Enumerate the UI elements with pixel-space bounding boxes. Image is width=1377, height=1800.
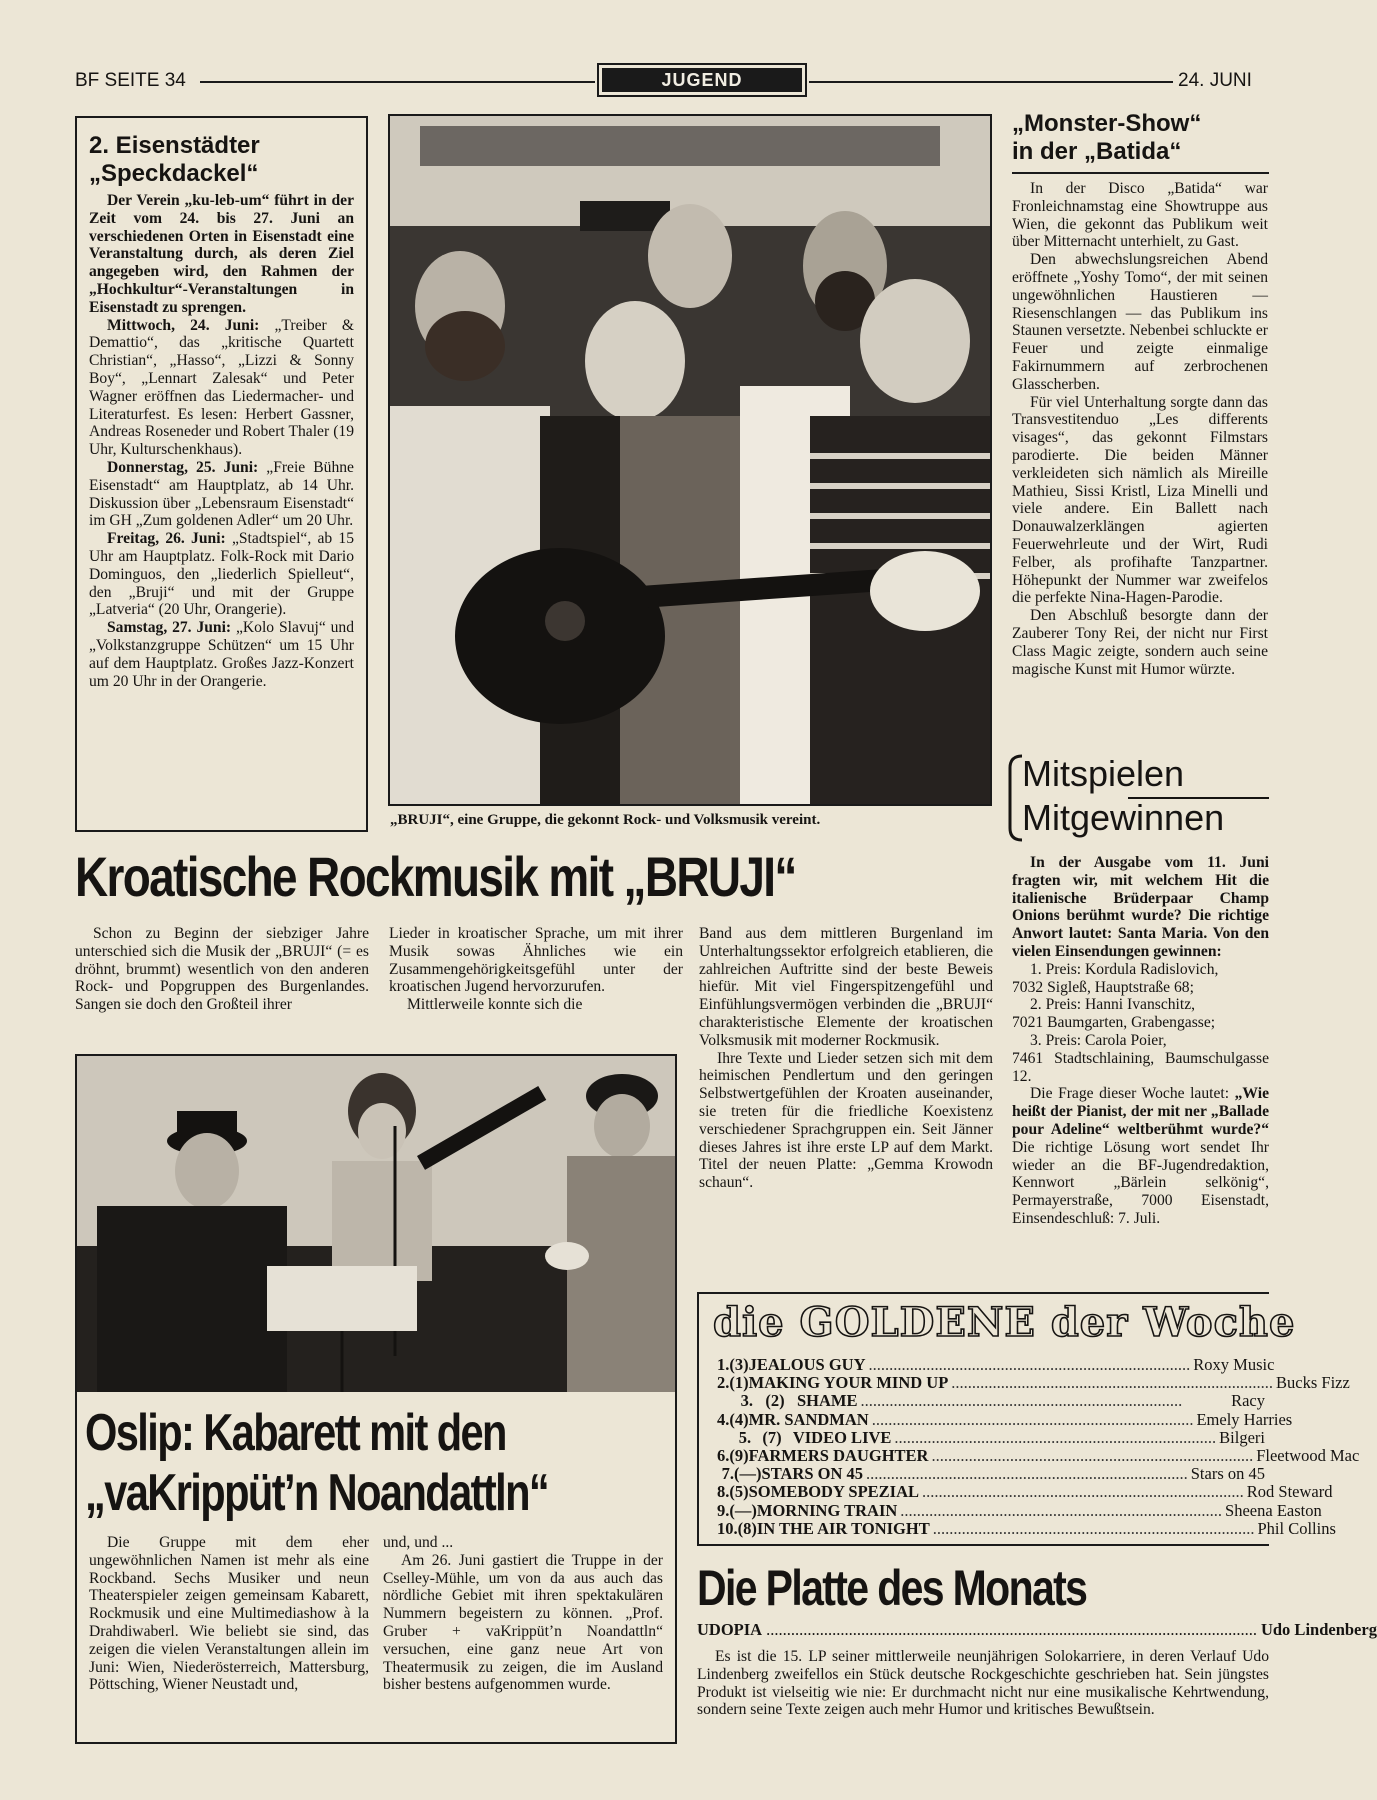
bruji-column-3 bbox=[699, 925, 993, 1192]
platte-leader-dots: ....................................................................................................................... bbox=[766, 1620, 1257, 1639]
chart-artist: Roxy Music bbox=[1193, 1355, 1275, 1374]
chart-leader-dots: .............................................................................. bbox=[868, 1355, 1191, 1374]
chart-leader-dots: .............................................................................. bbox=[860, 1391, 1183, 1411]
chart-title: MORNING TRAIN bbox=[756, 1500, 898, 1520]
monster-title-rule bbox=[1012, 172, 1269, 174]
day-label: Samstag, 27. Juni: bbox=[107, 619, 232, 637]
speckdackel-day2 bbox=[89, 459, 354, 530]
bruji-photo-illustration bbox=[390, 116, 990, 804]
oslip-article-box bbox=[75, 1054, 677, 1744]
prize-name: Carola Poier, bbox=[1085, 1031, 1167, 1049]
chart-leader-dots: .............................................................................. bbox=[894, 1427, 1217, 1447]
header-rule-right bbox=[809, 81, 1173, 83]
oslip-headline-line2: „vaKrippüt’n Noandattln“ bbox=[85, 1464, 549, 1522]
chart-rank: 7. bbox=[721, 1464, 735, 1484]
chart-title: FARMERS DAUGHTER bbox=[748, 1446, 929, 1466]
chart-artist: Stars on 45 bbox=[1190, 1464, 1265, 1484]
monster-paragraph: Den abwechslungsreichen Abend eröffnete „Yoshy Tomo“, der mit seinen ungewöhnlichen Haustieren — Riesenschlangen — das Publikum ins Staunen versetzte. Nebenbei schluckte er Feuer und zeigte einmalige Fakirnummern auf zerbrochenen Glasscherben. bbox=[1012, 251, 1268, 393]
chart-previous-rank: (—) bbox=[734, 1464, 762, 1484]
monster-show-title bbox=[1012, 110, 1269, 166]
chart-leader-dots: .............................................................................. bbox=[922, 1482, 1244, 1502]
monster-title-line1: „Monster-Show“ bbox=[1012, 110, 1202, 137]
day-label: Donnerstag, 25. Juni: bbox=[107, 458, 259, 476]
mitspielen-lead: In der Ausgabe vom 11. Juni fragten wir, mit welchem Hit die italienische Brüderpaar Champ Onions berühmt wurde? Die richtige Anwort lautet: Santa Maria. Von den vielen Einsendungen gewinnen: bbox=[1012, 854, 1269, 960]
chart-leader-dots: .............................................................................. bbox=[866, 1464, 1188, 1484]
mitspielen-question bbox=[1012, 1085, 1269, 1227]
chart-previous-rank: (8) bbox=[737, 1518, 757, 1538]
chart-rank: 8. bbox=[717, 1482, 730, 1502]
day-label: Freitag, 26. Juni: bbox=[107, 530, 226, 548]
chart-entry bbox=[717, 1465, 1265, 1483]
chart-leader-dots: .............................................................................. bbox=[932, 1518, 1255, 1538]
day-text: „Kolo Slavuj“ und „Volkstanzgruppe Schützen“ um 15 Uhr auf dem Hauptplatz. Großes Jazz-Konzert um 20 Uhr in der Orangerie. bbox=[89, 619, 355, 690]
bruji-paragraph: Band aus dem mittleren Burgenland im Unterhaltungssektor erfolgreich etablieren, die zahlreichen Auftritte sind der beste Beweis hiefür. Mit viel Fingerspitzengefühl und Einfühlungsvermögen verbinden die „BRUJI“ charakteristische Elemente der kroatischen Volksmusik mit moderner Rockmusik. bbox=[699, 925, 993, 1049]
chart-title: SHAME bbox=[797, 1391, 858, 1411]
chart-entry bbox=[717, 1409, 1293, 1429]
prize-label: 2. Preis: bbox=[1030, 996, 1082, 1014]
chart-previous-rank: (1) bbox=[729, 1373, 749, 1393]
goldene-chart-list bbox=[717, 1355, 1360, 1538]
section-banner bbox=[597, 63, 807, 97]
header-rule-left bbox=[200, 81, 595, 83]
speckdackel-article bbox=[75, 116, 368, 832]
chart-artist: Racy bbox=[1231, 1391, 1265, 1411]
chart-artist: Bucks Fizz bbox=[1276, 1373, 1350, 1393]
goldene-chart-box bbox=[697, 1292, 1360, 1546]
question-intro: Die Frage dieser Woche lautet: bbox=[1030, 1085, 1230, 1103]
page-label: BF SEITE 34 bbox=[75, 70, 186, 91]
speckdackel-day4 bbox=[89, 619, 354, 690]
chart-artist: Fleetwood Mac bbox=[1256, 1446, 1360, 1466]
chart-previous-rank: (—) bbox=[729, 1500, 757, 1520]
speckdackel-title-line2: „Speckdackel“ bbox=[89, 160, 259, 187]
bruji-paragraph: Lieder in kroatischer Sprache, um mit ihrer Musik sowas Ähnliches wie ein Zusammengehörigkeitsgefühl unter der kroatischen Jugend hervorzurufen. bbox=[389, 925, 683, 996]
chart-previous-rank: (7) bbox=[762, 1427, 782, 1447]
bruji-paragraph: Mittlerweile konnte sich die bbox=[407, 996, 583, 1014]
speckdackel-day3 bbox=[89, 530, 354, 619]
chart-entry bbox=[717, 1355, 1275, 1374]
chart-title: MR. SANDMAN bbox=[748, 1409, 869, 1429]
chart-title: STARS ON 45 bbox=[761, 1464, 863, 1484]
prize-2 bbox=[1012, 996, 1269, 1014]
chart-title: VIDEO LIVE bbox=[792, 1427, 892, 1447]
prize-1 bbox=[1012, 961, 1269, 979]
chart-entry bbox=[717, 1373, 1350, 1393]
page-date: 24. JUNI bbox=[1178, 70, 1252, 91]
chart-leader-dots: .............................................................................. bbox=[871, 1409, 1194, 1429]
chart-rank: 6. bbox=[717, 1446, 730, 1466]
chart-artist: Emely Harries bbox=[1196, 1409, 1293, 1429]
chart-leader-dots: .............................................................................. bbox=[951, 1373, 1274, 1393]
prize-address: 7032 Sigleß, Hauptstraße 68; bbox=[1012, 978, 1194, 996]
chart-entry bbox=[717, 1518, 1336, 1538]
chart-entry bbox=[717, 1500, 1322, 1520]
chart-title: SOMEBODY SPEZIAL bbox=[748, 1482, 920, 1502]
bruji-band-photo bbox=[388, 114, 992, 806]
monster-body bbox=[1012, 180, 1268, 678]
goldene-title: die GOLDENE der Woche bbox=[713, 1299, 1296, 1346]
question-instructions: Die richtige Lösung wort sendet Ihr wieder an die BF-Jugendredaktion, Kennwort „Bärlein selkönig“, Permayerstraße, 7000 Eisenstadt, Einsendeschluß: 7. Juli. bbox=[1012, 1138, 1269, 1227]
chart-artist: Rod Steward bbox=[1246, 1482, 1333, 1502]
platte-artist: Udo Lindenberg bbox=[1260, 1620, 1377, 1639]
chart-previous-rank: (2) bbox=[765, 1391, 785, 1411]
bruji-paragraph: Schon zu Beginn der siebziger Jahre unterschied sich die Musik der „BRUJI“ (= es dröhnt, brummt) wesentlich von den anderen Rock- und Popgruppen des Burgenlandes. Sangen sie doch den Großteil ihrer bbox=[75, 925, 369, 1014]
chart-leader-dots: .............................................................................. bbox=[931, 1446, 1254, 1466]
chart-entry bbox=[717, 1392, 1265, 1410]
chart-rank: 9. bbox=[717, 1500, 730, 1520]
chart-rank: 5. bbox=[738, 1427, 752, 1447]
bruji-column-2 bbox=[389, 925, 683, 1014]
speckdackel-title bbox=[89, 132, 354, 188]
question-text: „Wie heißt der Pianist, der mit ner „Ballade pour Adeline“ weltberühmt wurde?“ bbox=[1012, 1085, 1269, 1138]
prize-address: 7461 Stadtschlaining, Baumschulgasse 12. bbox=[1012, 1049, 1269, 1085]
chart-rank: 3. bbox=[740, 1391, 753, 1411]
platte-headline: Die Platte des Monats bbox=[697, 1560, 1087, 1616]
mitspielen-article bbox=[1012, 854, 1269, 1279]
speckdackel-title-line1: 2. Eisenstädter bbox=[89, 132, 260, 159]
prize-address: 7021 Baumgarten, Grabengasse; bbox=[1012, 1014, 1216, 1032]
prize-name: Kordula Radislovich, bbox=[1085, 960, 1219, 978]
prize-label: 1. Preis: bbox=[1030, 960, 1082, 978]
mitspielen-logo bbox=[1008, 752, 1269, 844]
chart-entry bbox=[717, 1482, 1333, 1502]
bruji-column-1 bbox=[75, 925, 369, 1014]
speckdackel-day1 bbox=[89, 317, 354, 459]
day-text: „Freie Bühne Eisenstadt“ am Hauptplatz, ab 14 Uhr. Diskussion über „Lebensraum Eisenstadt“ im GH „Zum goldenen Adler“ um 20 Uhr. bbox=[89, 458, 354, 530]
chart-artist: Sheena Easton bbox=[1225, 1500, 1322, 1520]
oslip-band-photo bbox=[77, 1056, 675, 1392]
mitspielen-line2: Mitgewinnen bbox=[1022, 797, 1225, 838]
chart-previous-rank: (5) bbox=[729, 1482, 749, 1502]
prize-name: Hanni Ivanschitz, bbox=[1085, 996, 1196, 1014]
oslip-column-1 bbox=[89, 1534, 369, 1694]
platte-body bbox=[697, 1648, 1269, 1748]
chart-rank: 2. bbox=[717, 1373, 730, 1393]
chart-title: MAKING YOUR MIND UP bbox=[748, 1373, 949, 1393]
monster-title-line2: in der „Batida“ bbox=[1012, 138, 1182, 165]
chart-rank: 4. bbox=[717, 1409, 730, 1429]
platte-album: UDOPIA bbox=[697, 1620, 763, 1639]
chart-previous-rank: (3) bbox=[729, 1355, 749, 1374]
monster-paragraph: In der Disco „Batida“ war Fronleichnamstag eine Showtruppe aus Wien, die gekonnt das Publikum weit über Mitternacht unterhielt, zu Gast. bbox=[1012, 180, 1268, 251]
oslip-paragraph: und, und ... bbox=[383, 1534, 454, 1551]
platte-album-line bbox=[697, 1620, 1377, 1640]
section-label: JUGEND bbox=[602, 68, 802, 92]
chart-rank: 10. bbox=[717, 1518, 738, 1538]
speckdackel-lead: Der Verein „ku-leb-um“ führt in der Zeit vom 24. bis 27. Juni an verschiedenen Orten in Eisenstadt eine Veranstaltung durch, als deren Ziel angegeben wird, den Rahmen der „Hochkultur“-Veranstaltungen in Eisenstadt zu sprengen. bbox=[89, 192, 354, 316]
prize-3 bbox=[1012, 1032, 1269, 1050]
day-text: „Treiber & Demattio“, das „kritische Quartett Christian“, „Hasso“, „Lizzi & Sonny Boy“, „Lennart Zalesak“ und Peter Wagner eröffnen das Liedermacher- und Literaturfest. Es lesen: Herbert Gassner, Andreas Roseneder und Robert Thaler (19 Uhr, Kulturschenkhaus). bbox=[89, 316, 354, 459]
monster-show-article bbox=[1012, 110, 1269, 770]
bruji-photo-caption: „BRUJI“, eine Gruppe, die gekonnt Rock- und Volksmusik vereint. bbox=[390, 812, 821, 828]
chart-rank: 1. bbox=[717, 1355, 730, 1374]
monster-paragraph: Den Abschluß besorgte dann der Zauberer Tony Rei, der nicht nur First Class Magic zeigte, sondern auch seine magische Kunst mit Humor würzte. bbox=[1012, 607, 1268, 678]
oslip-paragraph: Die Gruppe mit dem eher ungewöhnlichen Namen ist mehr als eine Rockband. Sechs Musiker und neun Theaterspieler zeigen gemeinsam Kabarett, Rockmusik und eine Multimediashow à la Drahdiwaberl. Wie beliebt sie sind, das zeigen die vielen Veranstaltungen allein im Juni: Wien, Niederösterreich, Mattersburg, Pöttsching, Wiener Neustadt und, bbox=[89, 1534, 369, 1694]
oslip-photo-illustration bbox=[77, 1056, 675, 1392]
chart-title: JEALOUS GUY bbox=[748, 1355, 866, 1374]
prize-label: 3. Preis: bbox=[1030, 1031, 1082, 1049]
oslip-paragraph: Am 26. Juni gastiert die Truppe in der Cselley-Mühle, um von da aus auch das nördliche Gebiet mit ihren spektakulären Nummern begeistern zu können. „Prof. Gruber + vaKrippüt’n Noandattln“ versuchen, eine ganz neue Art von Theatermusik zu zeigen, die im Ausland bisher bestens aufgenommen wurde. bbox=[383, 1551, 663, 1694]
oslip-column-2 bbox=[383, 1534, 663, 1694]
platte-paragraph: Es ist die 15. LP seiner mittlerweile neunjährigen Solokarriere, in deren Verlauf Udo Lindenberg zweifellos ein Stück deutsche Rockgeschichte geschrieben hat. Sein jüngstes Produkt ist vielseitig wie nie: Er durchmacht nicht nur eine musikalische Kehrtwendung, sondern seine Texte zeigen auch mehr Humor und kritisches Bewußtsein. bbox=[697, 1648, 1269, 1719]
chart-leader-dots: .............................................................................. bbox=[900, 1500, 1223, 1520]
mitspielen-line1: Mitspielen bbox=[1022, 753, 1185, 794]
bruji-paragraph: Ihre Texte und Lieder setzen sich mit dem heimischen Pendlertum und den geringen Selbstwertgefühlen der Kroaten auseinander, sie treten für die friedliche Koexistenz verschiedener Sprachgruppen ein. Seit Jänner dieses Jahres ist ihre erste LP auf dem Markt. Titel der neuen Platte: „Gemma Krowodn schaun“. bbox=[699, 1049, 993, 1192]
chart-artist: Phil Collins bbox=[1257, 1518, 1336, 1538]
oslip-headline-line1: Oslip: Kabarett mit den bbox=[85, 1404, 506, 1462]
bruji-headline: Kroatische Rockmusik mit „BRUJI“ bbox=[75, 845, 796, 908]
chart-title: IN THE AIR TONIGHT bbox=[756, 1518, 930, 1538]
chart-entry bbox=[717, 1429, 1265, 1447]
chart-previous-rank: (4) bbox=[729, 1409, 749, 1429]
chart-previous-rank: (9) bbox=[729, 1446, 749, 1466]
chart-entry bbox=[717, 1446, 1360, 1466]
chart-artist: Bilgeri bbox=[1219, 1427, 1265, 1447]
monster-paragraph: Für viel Unterhaltung sorgte dann das Transvestitenduo „Les differents visages“, das gekonnt Filmstars parodierte. Die beiden Männer verkleideten sich nämlich als Mireille Mathieu, Sissi Kristl, Liza Minelli und viele andere. Ein Ballett nach Donauwalzerklängen agierten Feuerwehrleute und der Wirt, Rudi Felber, als profihafte Tanzpartner. Höhepunkt der Nummer war zweifelos die perfekte Nina-Hagen-Parodie. bbox=[1012, 393, 1268, 607]
day-text: „Stadtspiel“, ab 15 Uhr am Hauptplatz. Folk-Rock mit Dario Dominguos, den „liederlich Spielleut“, den „Bruji“ und mit der Gruppe „Latveria“ (20 Uhr, Orangerie). bbox=[89, 530, 354, 619]
day-label: Mittwoch, 24. Juni: bbox=[107, 316, 260, 334]
